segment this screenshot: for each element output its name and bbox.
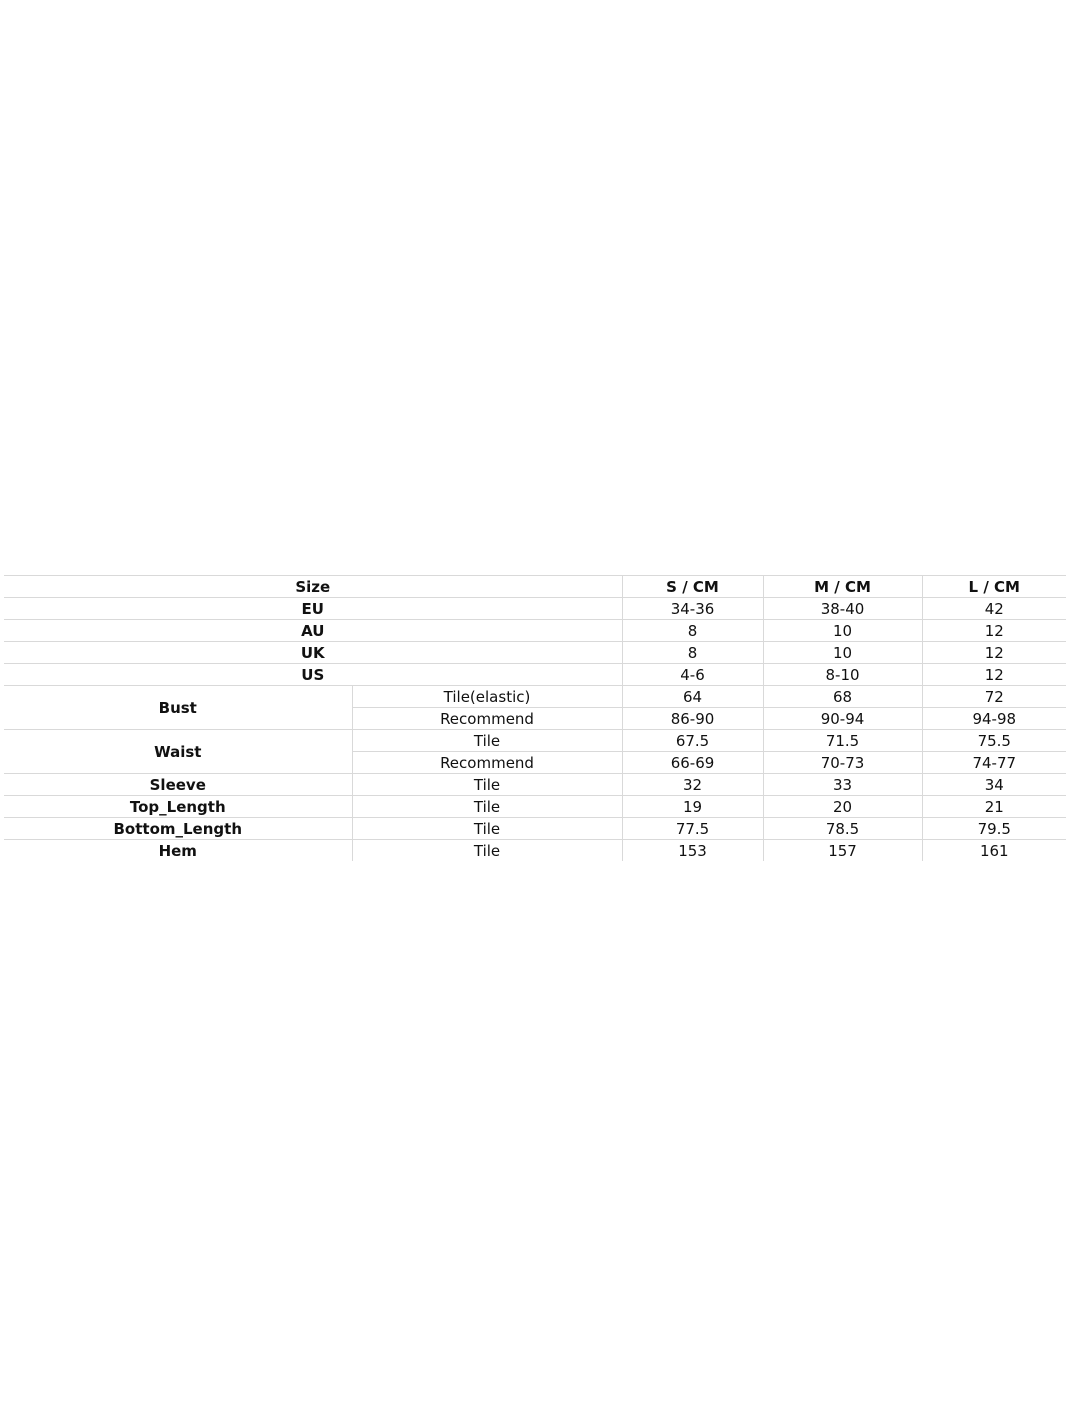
size-header-s: S / CM (622, 576, 763, 598)
table-row (4, 796, 1066, 818)
cell-us-s: 4-6 (622, 664, 763, 686)
row-label-waist: Waist (4, 730, 352, 774)
table-row (4, 818, 1066, 840)
cell-waist-1-m: 71.5 (763, 730, 922, 752)
cell-eu-m: 38-40 (763, 598, 922, 620)
cell-sleeve-s: 32 (622, 774, 763, 796)
row-label-sleeve: Sleeve (4, 774, 352, 796)
cell-uk-s: 8 (622, 642, 763, 664)
cell-au-l: 12 (922, 620, 1066, 642)
size-header-label: Size (4, 576, 622, 598)
cell-au-m: 10 (763, 620, 922, 642)
table-row (4, 686, 1066, 708)
table-row (4, 840, 1066, 862)
cell-hem-l: 161 (922, 840, 1066, 862)
table-row (4, 620, 1066, 642)
cell-uk-m: 10 (763, 642, 922, 664)
table-row (4, 664, 1066, 686)
cell-eu-l: 42 (922, 598, 1066, 620)
row-label-top-length: Top_Length (4, 796, 352, 818)
cell-waist-type-1: Tile (352, 730, 622, 752)
cell-sleeve-type: Tile (352, 774, 622, 796)
cell-waist-2-l: 74-77 (922, 752, 1066, 774)
cell-bust-2-s: 86-90 (622, 708, 763, 730)
cell-waist-1-s: 67.5 (622, 730, 763, 752)
table-row (4, 730, 1066, 752)
cell-waist-2-m: 70-73 (763, 752, 922, 774)
table-row (4, 774, 1066, 796)
cell-waist-1-l: 75.5 (922, 730, 1066, 752)
cell-bust-2-m: 90-94 (763, 708, 922, 730)
cell-hem-m: 157 (763, 840, 922, 862)
cell-bottom-length-m: 78.5 (763, 818, 922, 840)
cell-top-length-s: 19 (622, 796, 763, 818)
cell-waist-type-2: Recommend (352, 752, 622, 774)
cell-top-length-l: 21 (922, 796, 1066, 818)
row-label-us: US (4, 664, 622, 686)
cell-eu-s: 34-36 (622, 598, 763, 620)
cell-hem-type: Tile (352, 840, 622, 862)
cell-hem-s: 153 (622, 840, 763, 862)
row-label-bust: Bust (4, 686, 352, 730)
cell-bust-type-2: Recommend (352, 708, 622, 730)
row-label-eu: EU (4, 598, 622, 620)
cell-top-length-type: Tile (352, 796, 622, 818)
size-header-l: L / CM (922, 576, 1066, 598)
cell-sleeve-l: 34 (922, 774, 1066, 796)
size-header-m: M / CM (763, 576, 922, 598)
cell-bust-1-m: 68 (763, 686, 922, 708)
cell-bust-1-l: 72 (922, 686, 1066, 708)
cell-au-s: 8 (622, 620, 763, 642)
cell-top-length-m: 20 (763, 796, 922, 818)
cell-waist-2-s: 66-69 (622, 752, 763, 774)
table-row (4, 598, 1066, 620)
header-row (4, 576, 1066, 598)
table-row (4, 642, 1066, 664)
row-label-hem: Hem (4, 840, 352, 862)
cell-bottom-length-type: Tile (352, 818, 622, 840)
cell-us-l: 12 (922, 664, 1066, 686)
row-label-uk: UK (4, 642, 622, 664)
cell-us-m: 8-10 (763, 664, 922, 686)
row-label-bottom-length: Bottom_Length (4, 818, 352, 840)
cell-bust-type-1: Tile(elastic) (352, 686, 622, 708)
cell-bust-2-l: 94-98 (922, 708, 1066, 730)
cell-bust-1-s: 64 (622, 686, 763, 708)
row-label-au: AU (4, 620, 622, 642)
cell-bottom-length-l: 79.5 (922, 818, 1066, 840)
size-chart-table (4, 575, 1066, 861)
cell-uk-l: 12 (922, 642, 1066, 664)
cell-sleeve-m: 33 (763, 774, 922, 796)
cell-bottom-length-s: 77.5 (622, 818, 763, 840)
